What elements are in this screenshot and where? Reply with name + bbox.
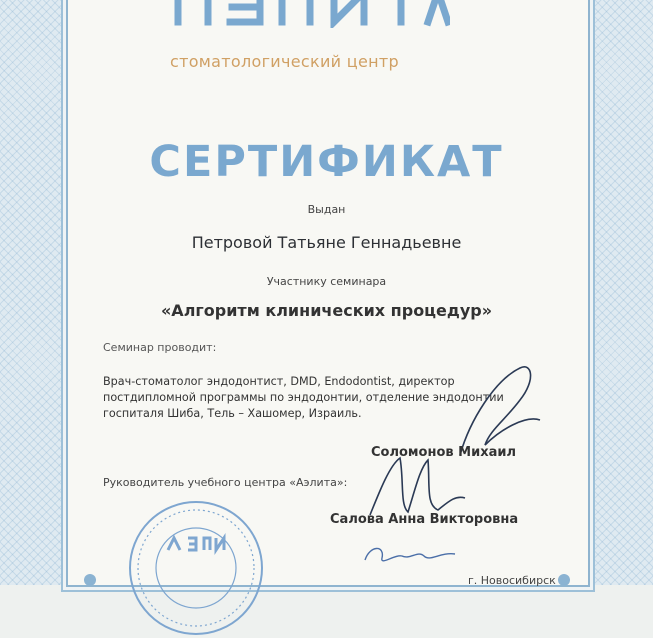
brand-logo xyxy=(170,0,450,28)
ornament-dot xyxy=(558,574,570,586)
city-label: г. Новосибирск xyxy=(468,574,556,587)
lecturer-name: Соломонов Михаил xyxy=(371,445,516,460)
recipient-name: Петровой Татьяне Геннадьевне xyxy=(191,233,462,252)
certificate-title: СЕРТИФИКАТ xyxy=(149,137,504,187)
seal-stamp xyxy=(126,498,266,638)
brand-subtitle: стоматологический центр xyxy=(170,52,399,71)
lecturer-line: госпиталя Шиба, Тель – Хашомер, Израиль. xyxy=(103,407,362,420)
head-large-signature xyxy=(360,450,470,520)
lecturer-line: Врач-стоматолог эндодонтист, DMD, Endodontist, директор xyxy=(103,375,455,388)
participant-label: Участнику семинара xyxy=(266,275,387,288)
conducted-label: Семинар проводит: xyxy=(103,341,217,354)
head-label: Руководитель учебного центра «Аэлита»: xyxy=(103,476,348,489)
lecturer-line: постдипломной программы по эндодонтии, отделение эндодонтии xyxy=(103,391,504,404)
issued-label: Выдан xyxy=(307,203,346,216)
seminar-name: «Алгоритм клинических процедур» xyxy=(160,301,493,320)
head-name: Салова Анна Викторовна xyxy=(330,512,519,527)
ornament-dot xyxy=(84,574,96,586)
head-signature xyxy=(360,540,460,570)
